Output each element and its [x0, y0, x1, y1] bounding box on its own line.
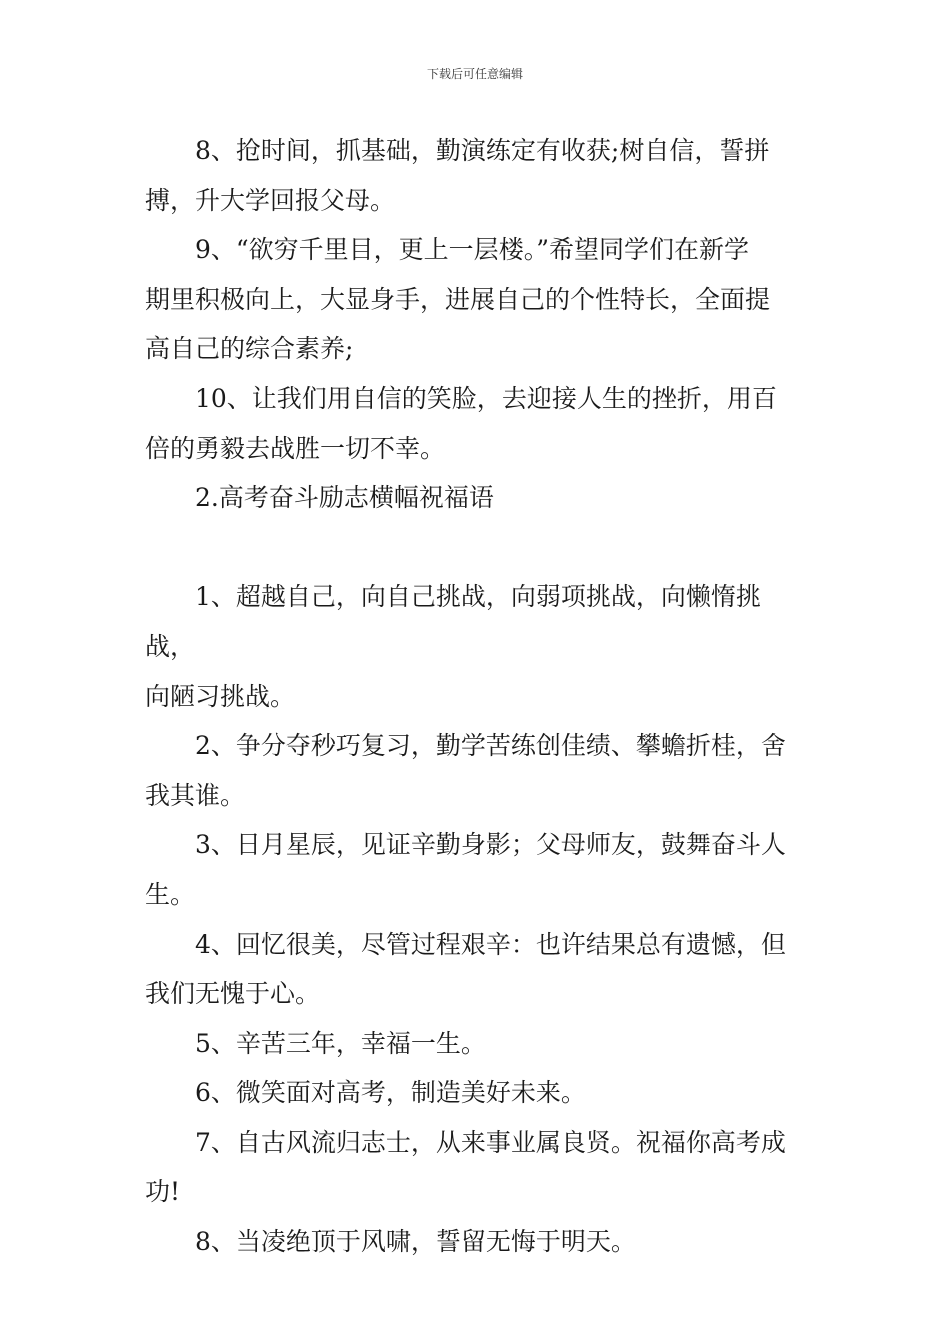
list-item: 4、回忆很美，尽管过程艰辛：也许结果总有遗憾，但 我们无愧于心。	[145, 929, 786, 1009]
list-item: 9、“欲穷千里目，更上一层楼。”希望同学们在新学 期里积极向上，大显身手，进展自己的个性特长，全面提 高自己的综合素养;	[145, 235, 771, 364]
list-item: 1、超越自己，向自己挑战，向弱项挑战，向懒惰挑战， 向陋习挑战。	[145, 582, 761, 711]
section-heading: 2.高考奋斗励志横幅祝福语	[195, 483, 494, 513]
document-body	[145, 126, 810, 1267]
page-header: 下载后可任意编辑	[426, 67, 523, 81]
list-item: 2、争分夺秒巧复习，勤学苦练创佳绩、攀蟾折桂，舍 我其谁。	[145, 731, 786, 810]
list-item: 10、让我们用自信的笑脸，去迎接人生的挫折，用百 倍的勇毅去战胜一切不幸。	[145, 383, 777, 463]
blank-line	[145, 523, 810, 573]
list-item: 8、抢时间，抓基础，勤演练定有收获;树自信，誓拼 搏，升大学回报父母。	[145, 136, 770, 215]
list-item: 8、当凌绝顶于风啸，誓留无悔于明天。	[195, 1227, 636, 1257]
list-item: 5、辛苦三年，幸福一生。	[195, 1028, 486, 1058]
list-item: 6、微笑面对高考，制造美好未来。	[195, 1078, 586, 1108]
list-item: 3、日月星辰，见证辛勤身影；父母师友，鼓舞奋斗人 生。	[145, 830, 786, 909]
list-item: 7、自古风流归志士，从来事业属良贤。祝福你高考成 功!	[145, 1127, 786, 1207]
